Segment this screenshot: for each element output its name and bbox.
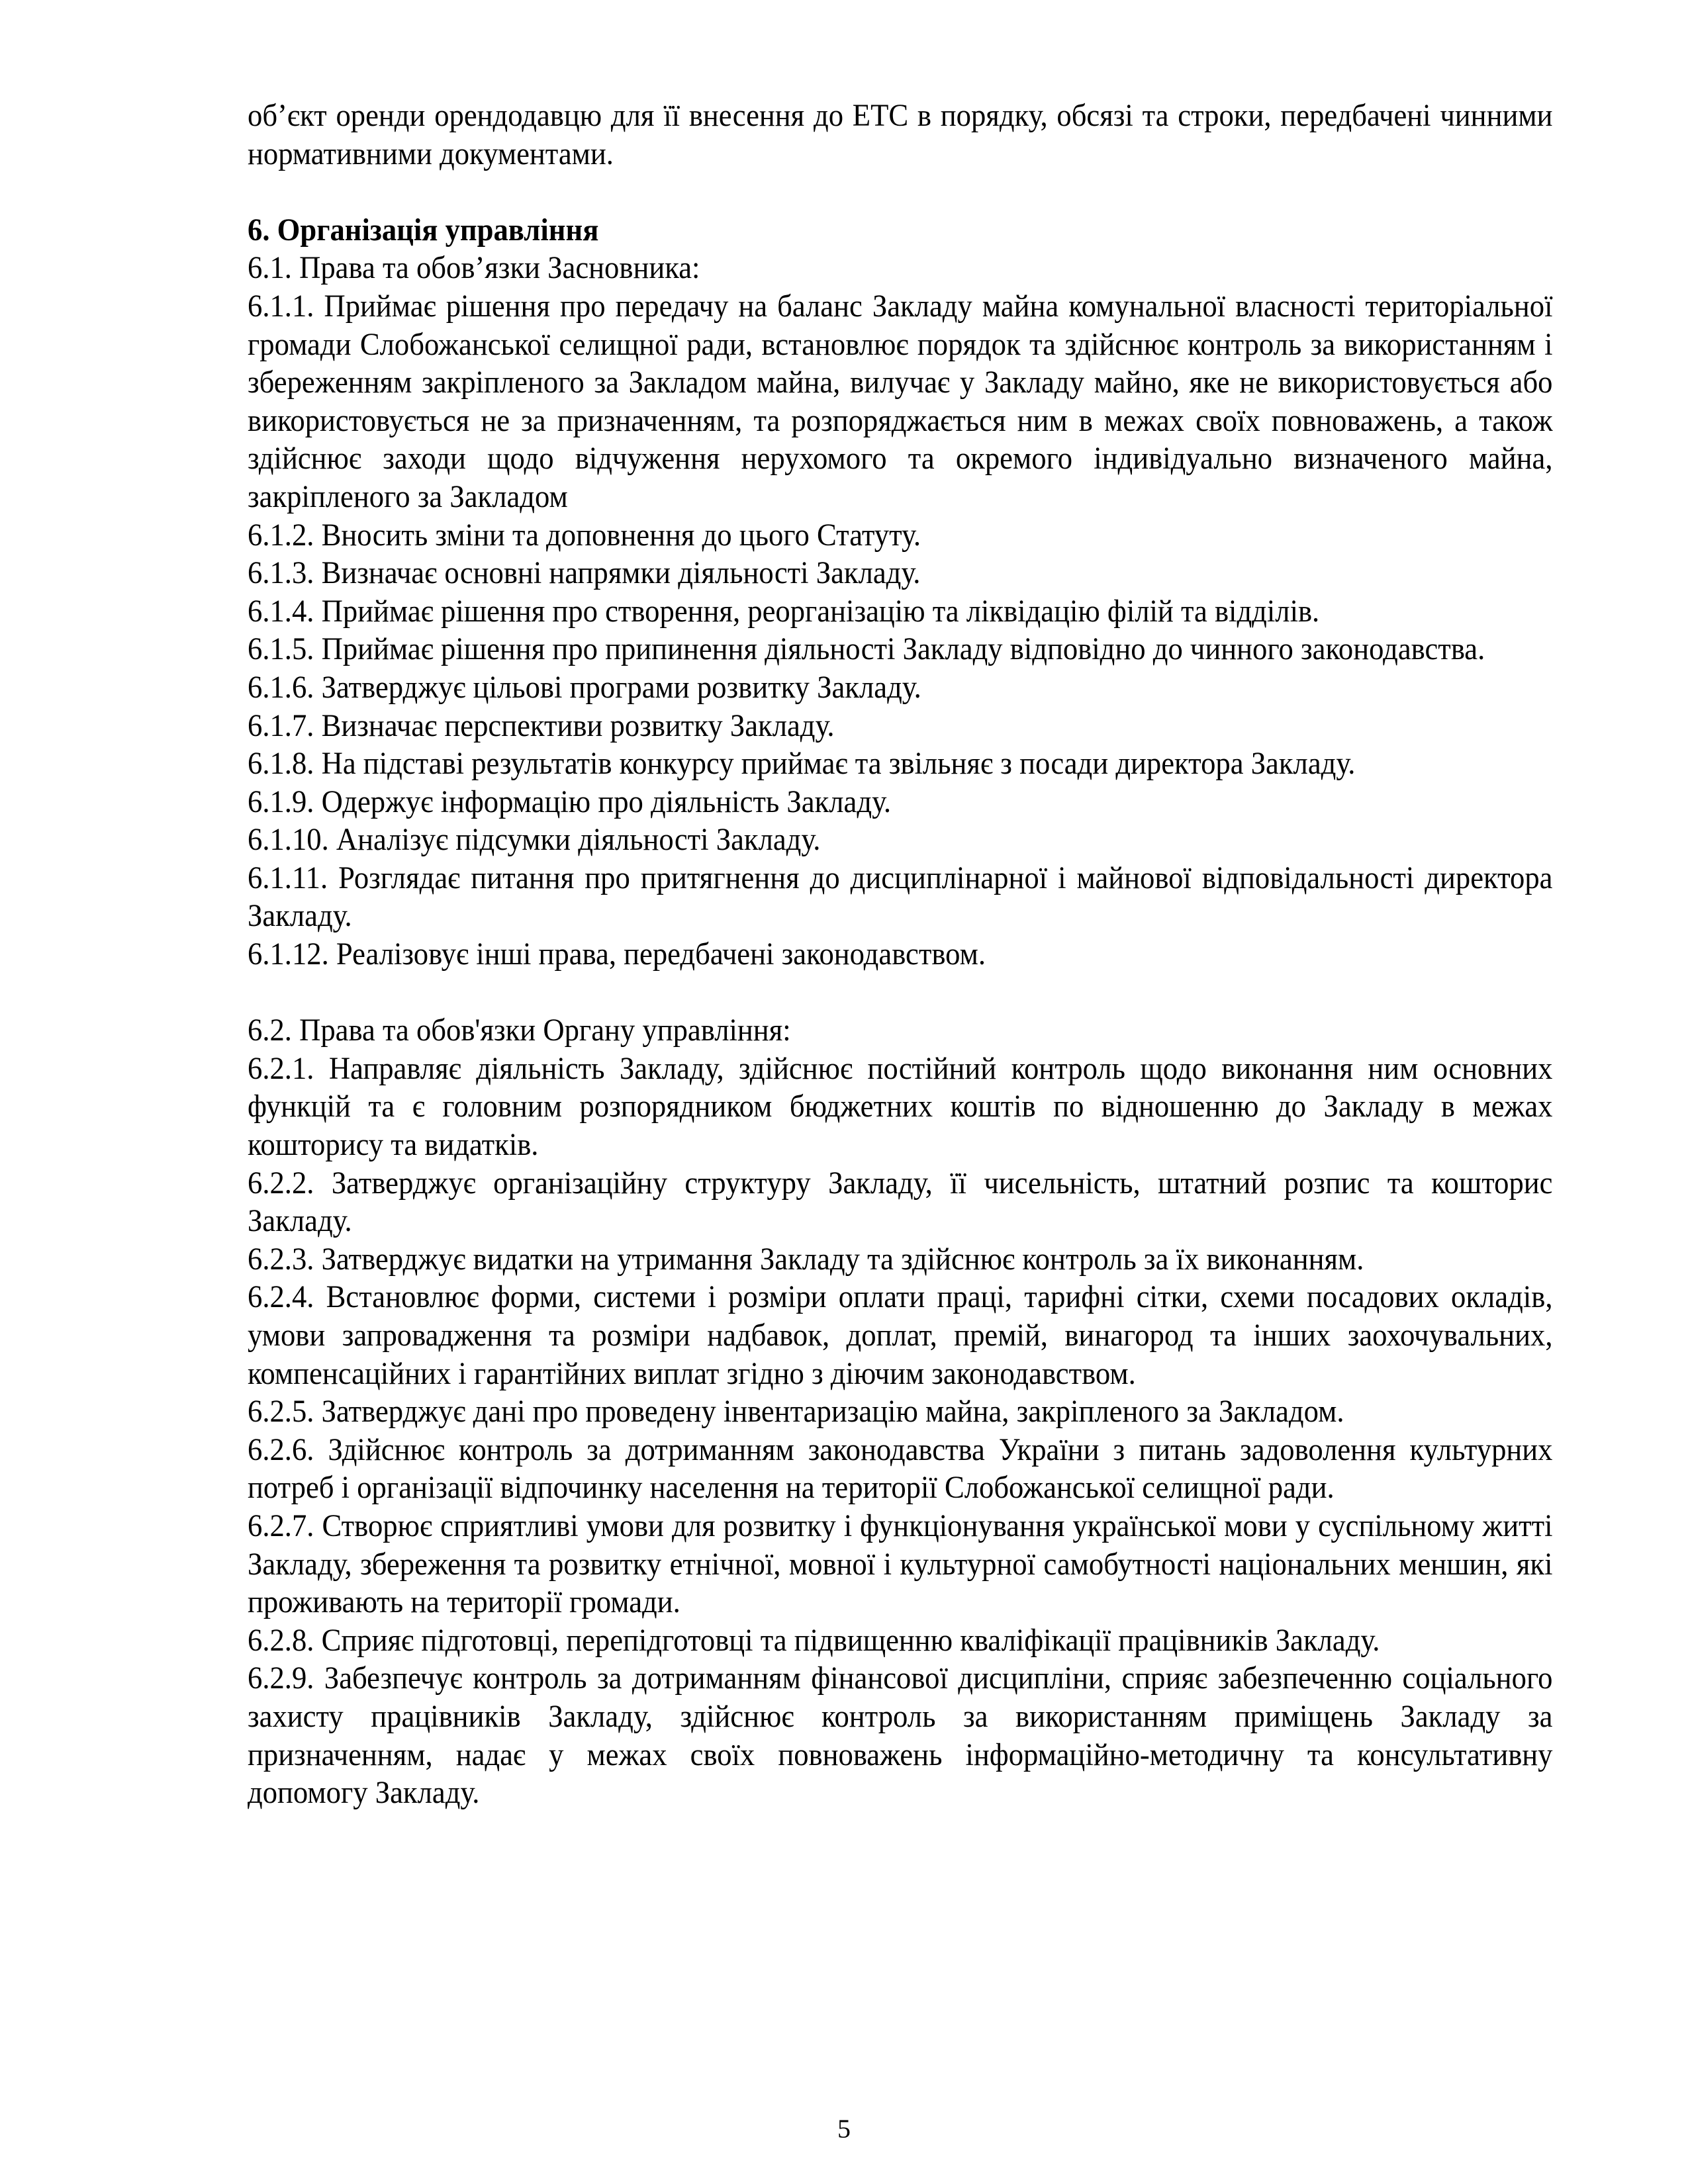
list-item: 6.2.3. Затверджує видатки на утримання Закладу та здійснює контроль за їх виконанням. bbox=[248, 1241, 1364, 1277]
list-item: 6.1.3. Визначає основні напрямки діяльності Закладу. bbox=[248, 555, 921, 591]
page-number: 5 bbox=[837, 2114, 851, 2144]
list-item: 6.1.8. На підставі результатів конкурсу приймає та звільняє з посади директора Закладу. bbox=[248, 746, 1356, 782]
list-item: 6.1.12. Реалізовує інші права, передбачені законодавством. bbox=[248, 936, 986, 972]
list-item: 6.2.9. Забезпечує контроль за дотриманням фінансової дисципліни, сприяє забезпеченню соціального захисту працівників Закладу, здійснює контроль за використанням приміщень Закладу за призначенням, надає у межах своїх повноважень інформаційно-методичну та консультативну допомогу Закладу. bbox=[248, 1661, 1553, 1811]
list-item: 6.2.7. Створює сприятливі умови для розвитку і функціонування української мови у суспільному житті Закладу, збереження та розвитку етнічної, мовної і культурної самобутності національних меншин, які проживають на території громади. bbox=[248, 1508, 1553, 1620]
list-item: 6.2.8. Сприяє підготовці, перепідготовці та підвищенню кваліфікації працівників Закладу. bbox=[248, 1622, 1380, 1658]
list-item: 6.1.7. Визначає перспективи розвитку Закладу. bbox=[248, 707, 835, 743]
list-item: 6.1.10. Аналізує підсумки діяльності Закладу. bbox=[248, 822, 821, 858]
spacer bbox=[248, 974, 1553, 1012]
list-item: 6.1.5. Приймає рішення про припинення діяльності Закладу відповідно до чинного законодавства. bbox=[248, 631, 1485, 667]
subsection-title-governing-body: 6.2. Права та обов'язки Органу управління: bbox=[248, 1013, 791, 1048]
intro-paragraph: об’єкт оренди орендодавцю для її внесення до ЕТС в порядку, обсязі та строки, передбачені чинними нормативними документами. bbox=[248, 98, 1553, 171]
list-item: 6.2.1. Направляє діяльність Закладу, здійснює постійний контроль щодо виконання ним основних функцій та є головним розпорядником бюджетних коштів по відношенню до Закладу в межах кошторису та видатків. bbox=[248, 1050, 1553, 1163]
spacer bbox=[248, 173, 1553, 211]
list-item: 6.2.2. Затверджує організаційну структуру Закладу, її чисельність, штатний розпис та кошторис Закладу. bbox=[248, 1165, 1553, 1239]
document-body bbox=[248, 97, 1553, 1812]
section-heading: 6. Організація управління bbox=[248, 212, 599, 248]
list-item: 6.1.1. Приймає рішення про передачу на баланс Закладу майна комунальної власності територіальної громади Слобожанської селищної ради, встановлює порядок та здійснює контроль за використанням і збереженням закріпленого за Закладом майна, вилучає у Закладу майно, яке не використовується або використовується не за призначенням, та розпоряджається ним в межах своїх повноважень, а також здійснює заходи щодо відчуження нерухомого та окремого індивідуально визначеного майна, закріпленого за Закладом bbox=[248, 288, 1553, 514]
list-item: 6.2.5. Затверджує дані про проведену інвентаризацію майна, закріпленого за Закладом. bbox=[248, 1394, 1344, 1430]
subsection-title-founder: 6.1. Права та обов’язки Засновника: bbox=[248, 250, 700, 286]
list-item: 6.2.4. Встановлює форми, системи і розміри оплати праці, тарифні сітки, схеми посадових окладів, умови запровадження та розміри надбавок, доплат, премій, винагород та інших заохочувальних, компенсаційних і гарантійних виплат згідно з діючим законодавством. bbox=[248, 1279, 1553, 1391]
list-item: 6.2.6. Здійснює контроль за дотриманням законодавства України з питань задоволення культурних потреб і організації відпочинку населення на території Слобожанської селищної ради. bbox=[248, 1432, 1553, 1506]
list-item: 6.1.2. Вносить зміни та доповнення до цього Статуту. bbox=[248, 517, 921, 553]
list-item: 6.1.11. Розглядає питання про притягнення до дисциплінарної і майнової відповідальності директора Закладу. bbox=[248, 860, 1553, 934]
list-item: 6.1.9. Одержує інформацію про діяльність Закладу. bbox=[248, 784, 892, 819]
list-item: 6.1.4. Приймає рішення про створення, реорганізацію та ліквідацію філій та відділів. bbox=[248, 593, 1320, 629]
list-item: 6.1.6. Затверджує цільові програми розвитку Закладу. bbox=[248, 669, 921, 705]
